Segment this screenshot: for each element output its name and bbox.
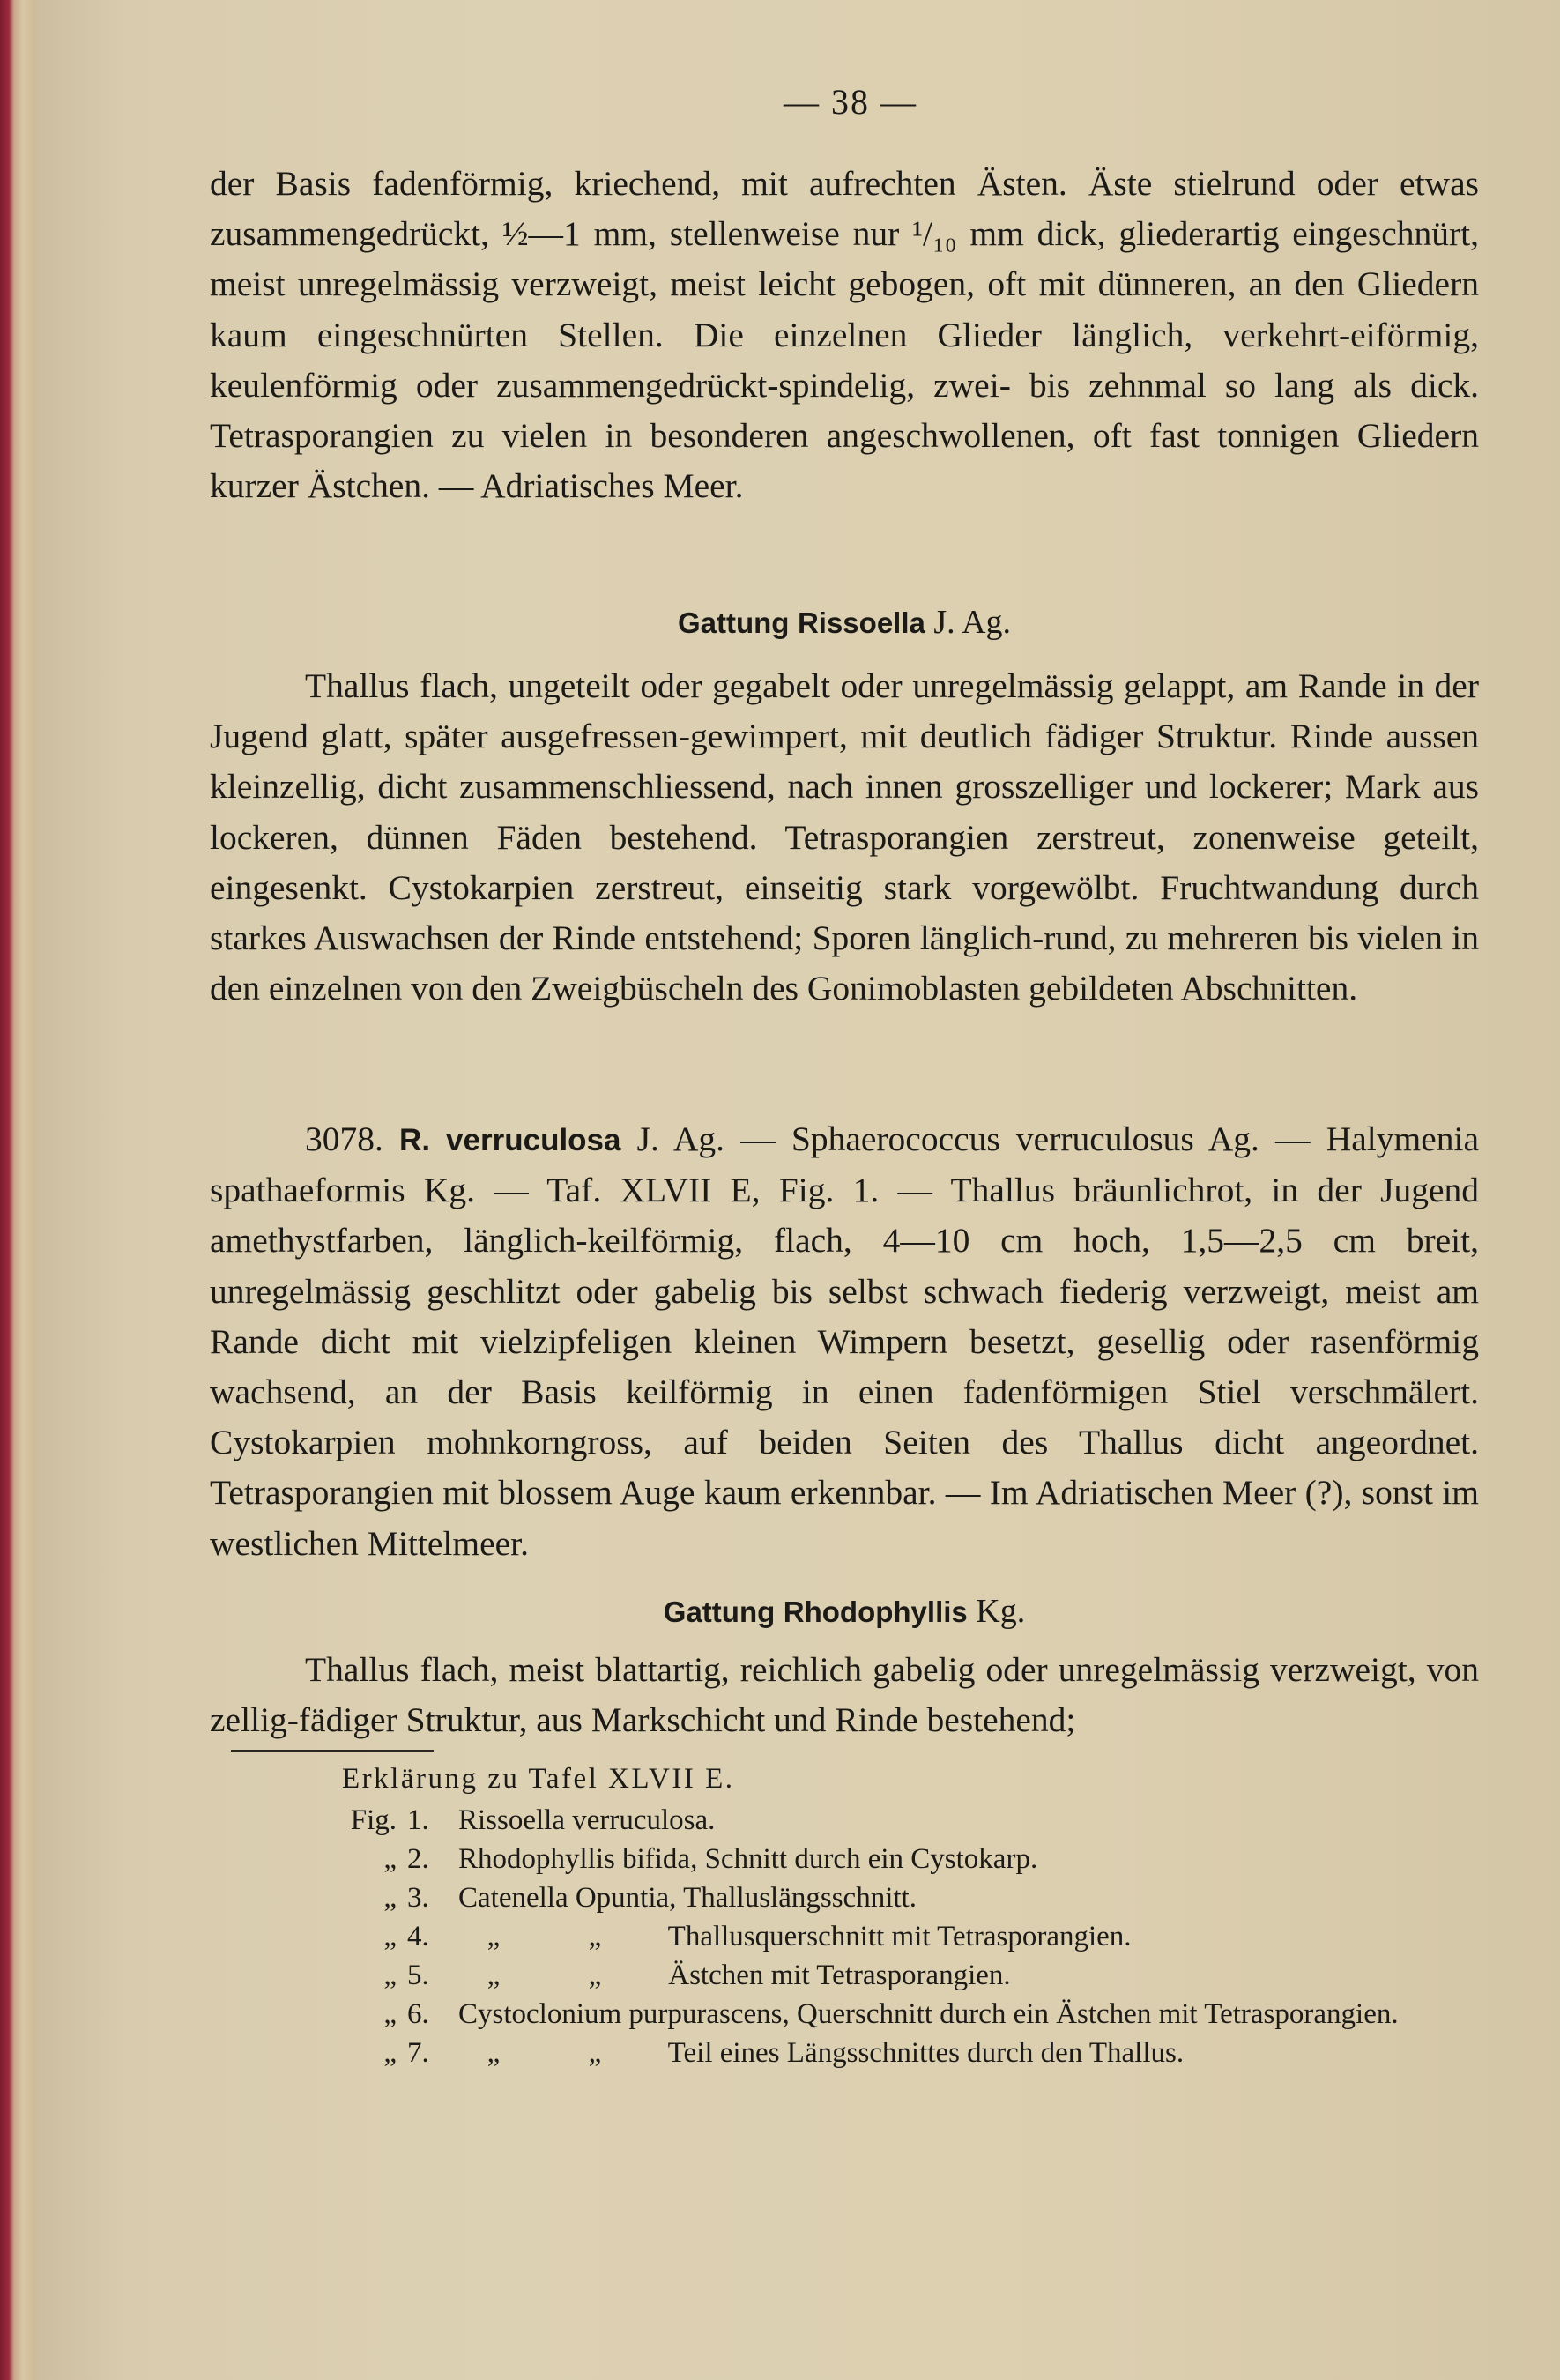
page-number: — 38 — bbox=[784, 82, 917, 122]
genus-name: Rissoella bbox=[797, 606, 925, 639]
legend-fig-number: 6. bbox=[407, 1998, 429, 2030]
rissoella-description-text: Thallus flach, ungeteilt oder gegabelt oder unregelmässig gelappt, am Rande in der Jugend glatt, später ausgefressen-gewimpert, mit deutlich fädiger Struktur. Rinde aussen kleinzellig, dicht zusammenschliessend, nach innen grosszelliger und lockerer; Mark aus lockeren, dünnen Fäden bestehend. Tetrasporangien zerstreut, zonenweise geteilt, eingesenkt. Cystokarpien zerstreut, einseitig stark vorgewölbt. Fruchtwandung durch starkes Auswachsen der Rinde entstehend; Sporen länglich-rund, zu mehreren bis vielen in den einzelnen von den Zweigbüscheln des Gonimoblasten gebildeten Abschnitten. bbox=[210, 666, 1479, 1008]
legend-caption bbox=[458, 1956, 1523, 1995]
legend-fig-number: 4. bbox=[407, 1921, 429, 1952]
intro-text: der Basis fadenförmig, kriechend, mit aufrechten Ästen. Äste stielrund oder etwas zusammengedrückt, ½—1 mm, stellenweise nur ¹/₁₀ mm dick, gliederartig eingeschnürt, meist unregelmässig verzweigt, meist leicht gebogen, oft mit dünneren, an den Gliedern kaum eingeschnürten Stellen. Die einzelnen Glieder länglich, verkehrt-eiförmig, keulenförmig oder zusammengedrückt-spindelig, zwei- bis zehnmal so lang als dick. Tetrasporangien zu vielen in besonderen angeschwollenen, oft fast tonnigen Gliedern kurzer Ästchen. — Adriatisches Meer. bbox=[210, 164, 1479, 506]
legend-caption-detail: Thallusquerschnitt mit Tetrasporangien. bbox=[667, 1921, 1132, 1952]
footnote-rule bbox=[231, 1750, 434, 1752]
legend-fig-prefix: „ bbox=[383, 1998, 397, 2030]
legend-row bbox=[342, 1995, 1523, 2034]
legend-caption: Catenella Opuntia, Thalluslängsschnitt. bbox=[458, 1882, 917, 1914]
legend-caption-detail: Ästchen mit Tetrasporangien. bbox=[668, 1960, 1011, 1991]
legend-caption: Rissoella verruculosa. bbox=[458, 1804, 716, 1836]
legend-fig-prefix: „ bbox=[383, 1921, 397, 1952]
legend-caption-detail: Teil eines Längsschnittes durch den Thallus. bbox=[667, 2037, 1185, 2069]
legend-caption bbox=[458, 2034, 1523, 2072]
legend-row bbox=[342, 1956, 1523, 1995]
species-entry-3078 bbox=[210, 1114, 1479, 1569]
legend-fig-prefix: „ bbox=[383, 1843, 397, 1875]
plate-legend bbox=[342, 1759, 1523, 2072]
rhodophyllis-description bbox=[210, 1645, 1479, 1745]
legend-caption: Rhodophyllis bifida, Schnitt durch ein Cystokarp. bbox=[458, 1843, 1038, 1875]
species-name: R. verruculosa bbox=[399, 1123, 621, 1157]
species-entry-text bbox=[210, 1114, 1479, 1569]
book-page bbox=[35, 0, 1560, 2380]
ditto-mark: „ bbox=[487, 1921, 501, 1952]
legend-fig-prefix: Fig. bbox=[350, 1804, 397, 1836]
genus-heading-prefix: Gattung bbox=[677, 606, 790, 639]
intro-paragraph bbox=[210, 159, 1479, 511]
genus-name: Rhodophyllis bbox=[783, 1595, 968, 1628]
legend-row bbox=[342, 1917, 1523, 1956]
legend-fig-number: 7. bbox=[407, 2037, 429, 2069]
legend-fig-number: 2. bbox=[407, 1843, 429, 1875]
species-description: J. Ag. — Sphaerococcus verruculosus Ag. — Halymenia spathaeformis Kg. — Taf. XLVII E, Fig. 1. — Thallus bräunlichrot, in der Jugend amethystfarben, länglich-keilförmig, flach, 4—10 cm hoch, 1,5—2,5 cm breit, unregelmässig geschlitzt oder gabelig bis selbst schwach fiederig verzweigt, meist am Rande dicht mit vielzipfeligen kleinen Wimpern besetzt, gesellig oder rasenförmig wachsend, an der Basis keilförmig in einen fadenförmigen Stiel verschmälert. Cystokarpien mohnkorngross, auf beiden Seiten des Thallus dicht angeordnet. Tetrasporangien mit blossem Auge kaum erkennbar. — Im Adriatischen Meer (?), sonst im westlichen Mittelmeer. bbox=[210, 1119, 1480, 1563]
genus-heading-prefix: Gattung bbox=[663, 1595, 776, 1628]
legend-caption: Cystoclonium purpurascens, Querschnitt durch ein Ästchen mit Tetrasporangien. bbox=[458, 1998, 1399, 2030]
ditto-mark: „ bbox=[487, 2037, 501, 2069]
genus-heading-rhodophyllis bbox=[210, 1587, 1479, 1637]
ditto-mark: „ bbox=[487, 1960, 501, 1991]
legend-fig-number: 3. bbox=[407, 1882, 429, 1914]
rhodophyllis-description-text: Thallus flach, meist blattartig, reichlich gabelig oder unregelmässig verzweigt, von zellig-fädiger Struktur, aus Markschicht und Rinde bestehend; bbox=[210, 1650, 1479, 1740]
genus-author: Kg. bbox=[976, 1593, 1026, 1630]
legend-fig-number: 5. bbox=[407, 1960, 429, 1991]
legend-row bbox=[342, 1878, 1523, 1917]
legend-row bbox=[342, 2034, 1523, 2072]
legend-title: Erklärung zu Tafel XLVII E. bbox=[342, 1763, 735, 1795]
legend-fig-prefix: „ bbox=[383, 1960, 397, 1991]
legend-row bbox=[342, 1840, 1523, 1878]
legend-fig-prefix: „ bbox=[383, 2037, 397, 2069]
genus-heading-rissoella bbox=[210, 598, 1479, 648]
book-binding-edge bbox=[0, 0, 35, 2380]
ditto-mark: „ bbox=[588, 1960, 602, 1991]
ditto-mark: „ bbox=[588, 2037, 602, 2069]
legend-fig-number: 1. bbox=[407, 1804, 429, 1836]
rissoella-description bbox=[210, 661, 1479, 1014]
species-number: 3078. bbox=[305, 1119, 383, 1158]
ditto-mark: „ bbox=[588, 1921, 602, 1952]
legend-row bbox=[342, 1801, 1523, 1840]
legend-caption bbox=[458, 1917, 1523, 1956]
genus-author: J. Ag. bbox=[933, 604, 1012, 641]
legend-fig-prefix: „ bbox=[383, 1882, 397, 1914]
